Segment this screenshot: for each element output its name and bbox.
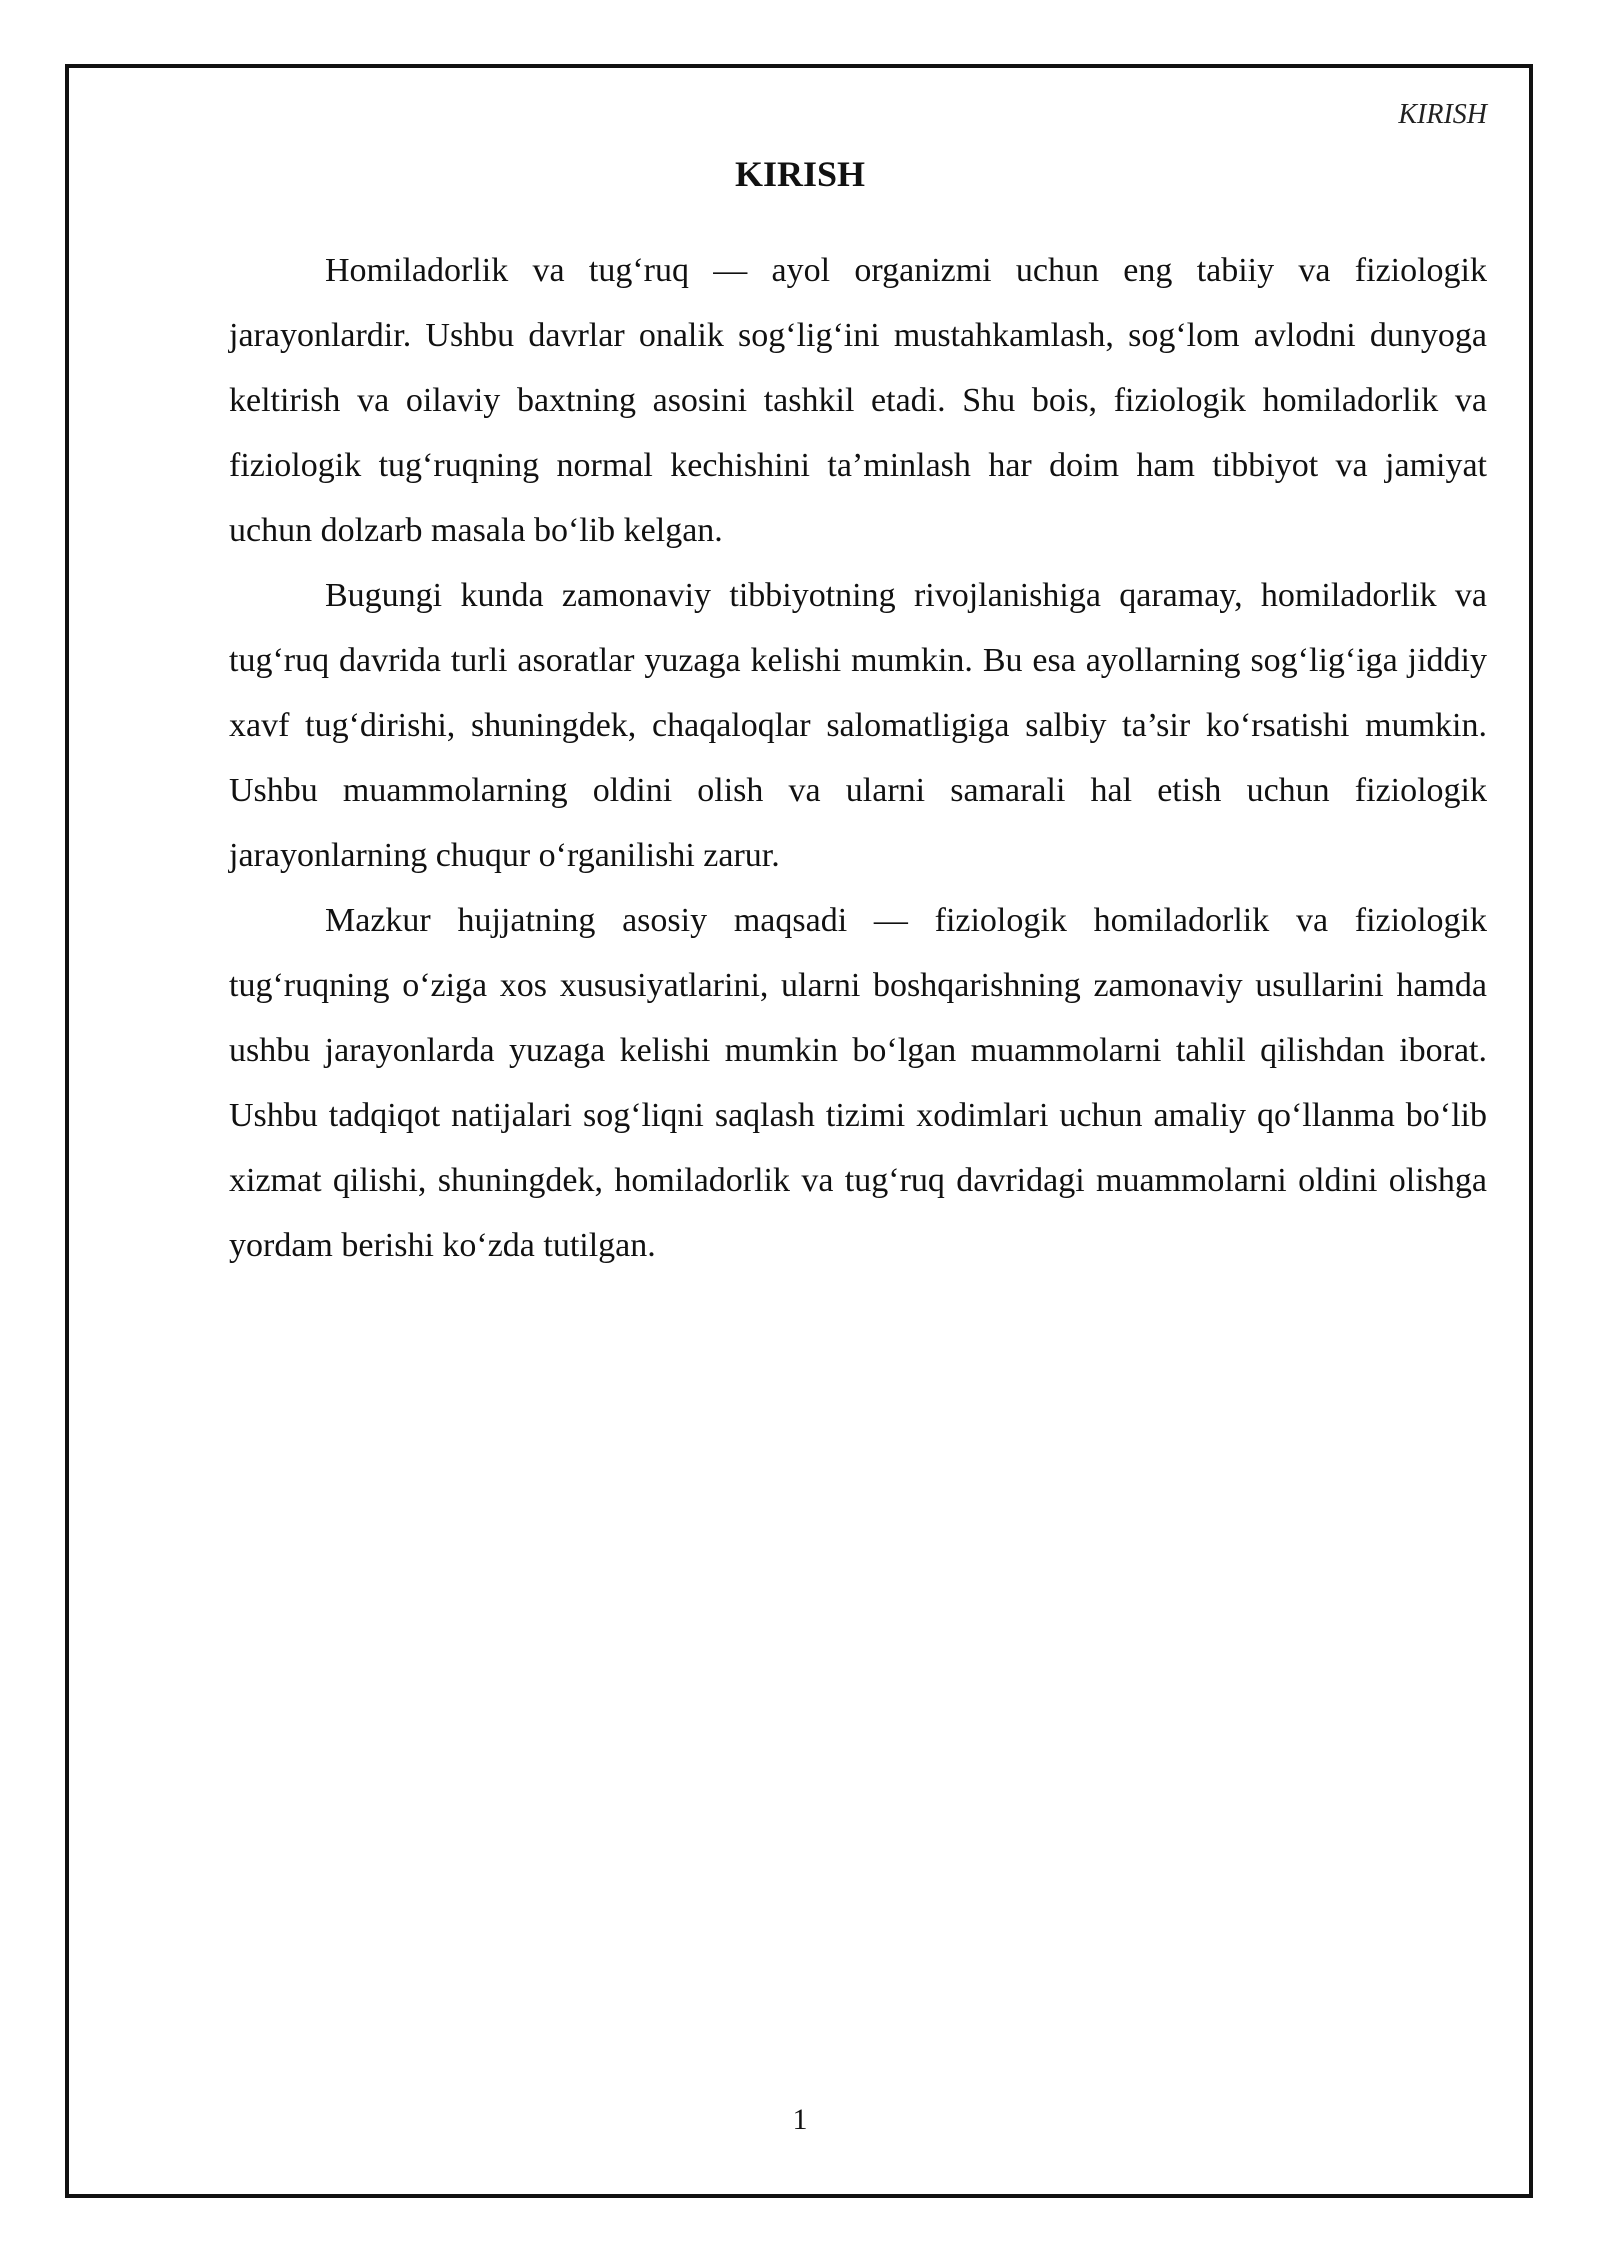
paragraph-1: Homiladorlik va tug‘ruq — ayol organizmi uchun eng tabiiy va fiziologik jarayonlardir. Ushbu davrlar onalik sog‘lig‘ini mustahkamlash, sog‘lom avlodni dunyoga keltirish va oilaviy baxtning asosini tashkil etadi. Shu bois, fiziologik homiladorlik va fiziologik tug‘ruqning normal kechishini ta’minlash har doim ham tibbiyot va jamiyat uchun dolzarb masala bo‘lib kelgan.: [229, 252, 1487, 549]
page-number: 1: [792, 2103, 808, 2136]
paragraph-3: Mazkur hujjatning asosiy maqsadi — fiziologik homiladorlik va fiziologik tug‘ruqning o‘ziga xos xususiyatlarini, ularni boshqarishning zamonaviy usullarini hamda ushbu jarayonlarda yuzaga kelishi mumkin bo‘lgan muammolarni tahlil qilishdan iborat. Ushbu tadqiqot natijalari sog‘liqni saqlash tizimi xodimlari uchun amaliy qo‘llanma bo‘lib xizmat qilishi, shuningdek, homiladorlik va tug‘ruq davridagi muammolarni oldini olishga yordam berishi ko‘zda tutilgan.: [229, 902, 1487, 1264]
running-header: KIRISH: [1398, 99, 1487, 130]
section-title: KIRISH: [734, 154, 866, 194]
paragraph-2: Bugungi kunda zamonaviy tibbiyotning rivojlanishiga qaramay, homiladorlik va tug‘ruq davrida turli asoratlar yuzaga kelishi mumkin. Bu esa ayollarning sog‘lig‘iga jiddiy xavf tug‘dirishi, shuningdek, chaqaloqlar salomatligiga salbiy ta’sir ko‘rsatishi mumkin. Ushbu muammolarning oldini olish va ularni samarali hal etish uchun fiziologik jarayonlarning chuqur o‘rganilishi zarur.: [229, 577, 1487, 874]
body-text: [229, 238, 1487, 1278]
